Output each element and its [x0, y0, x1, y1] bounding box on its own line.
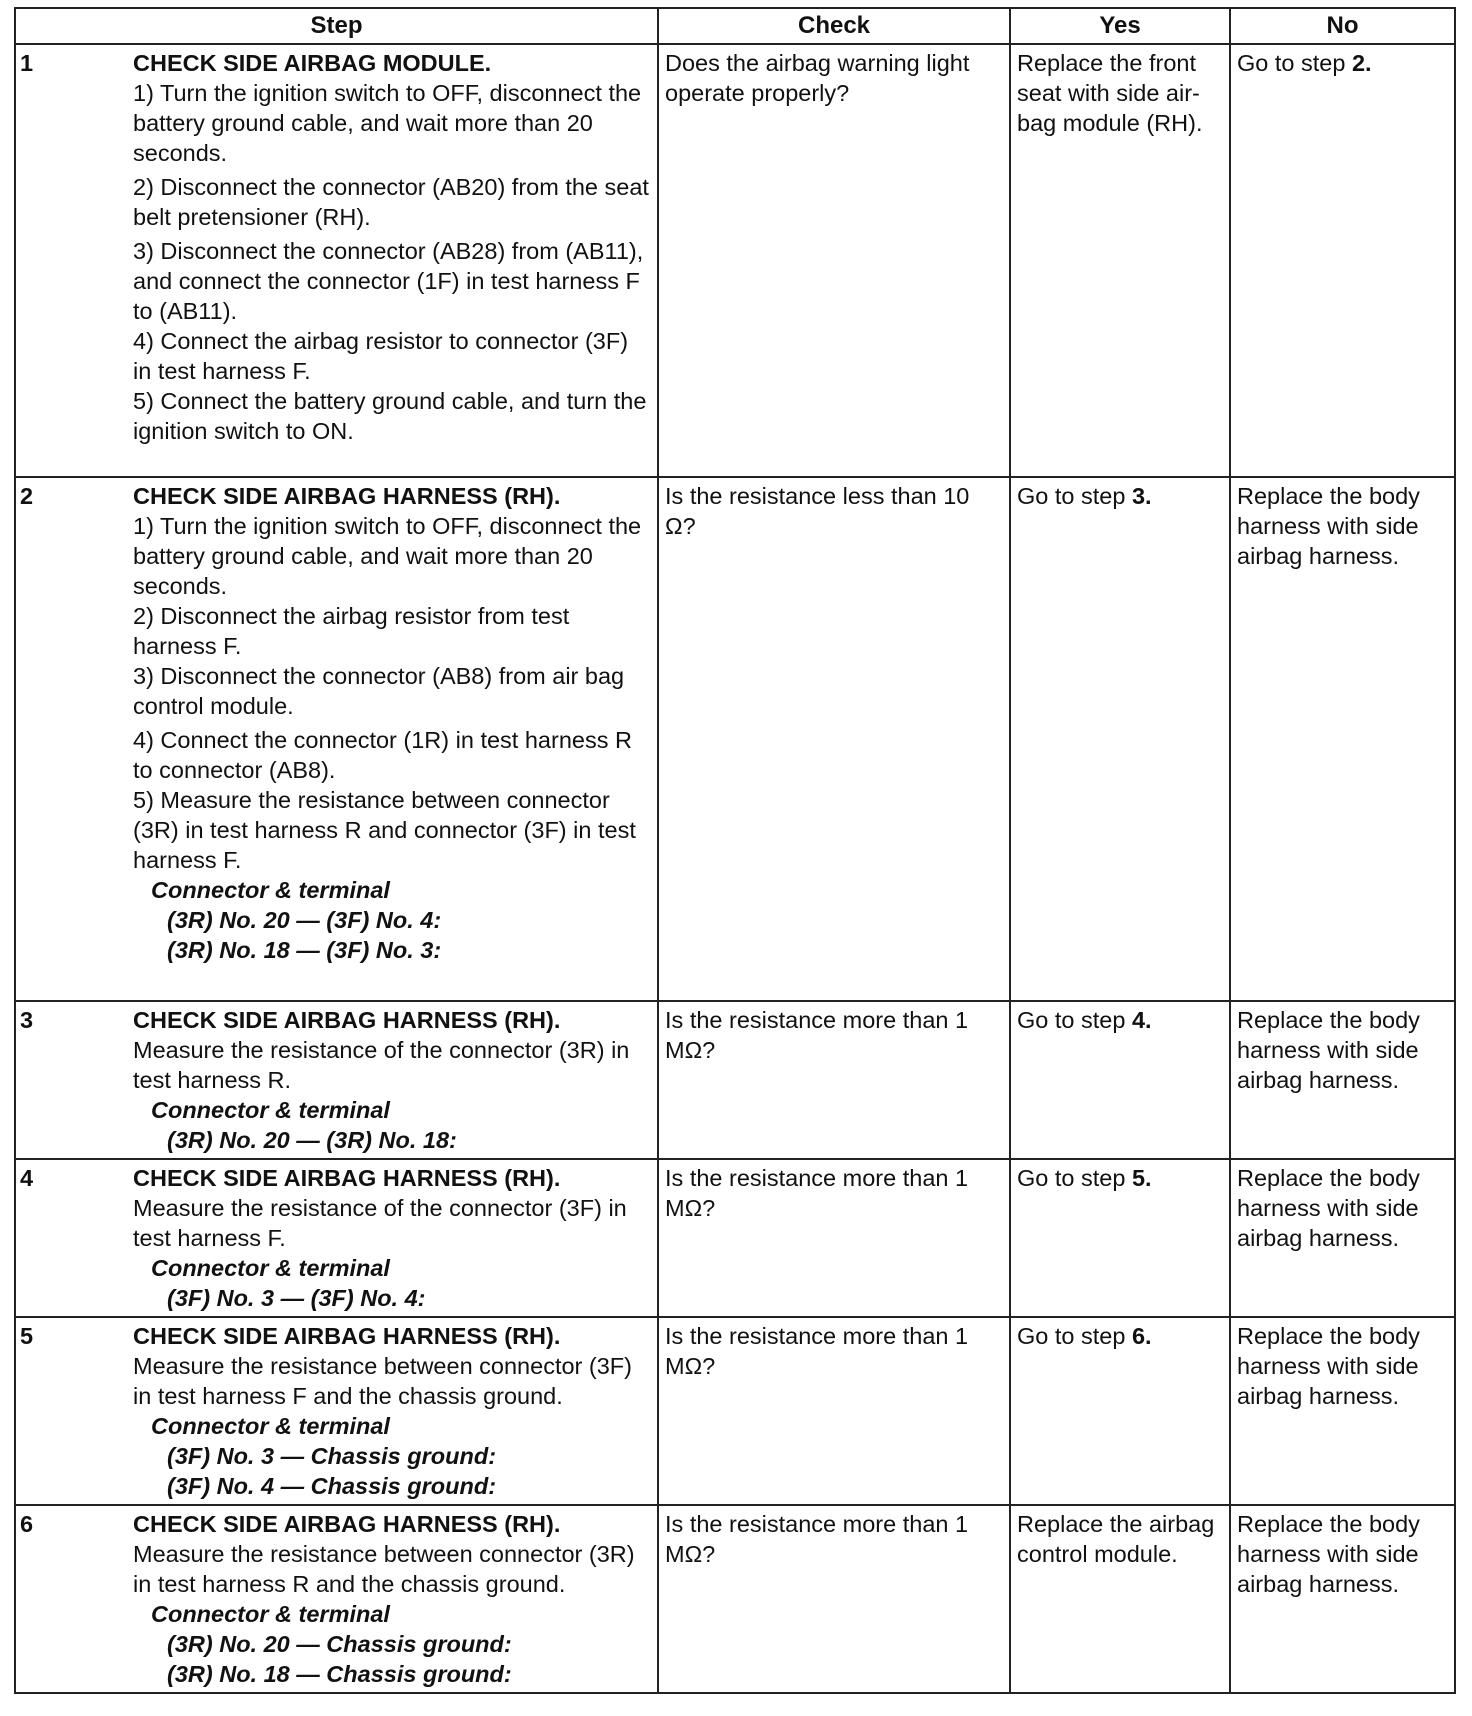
- step-title: CHECK SIDE AIRBAG HARNESS (RH).: [133, 1323, 561, 1349]
- step-instructions: [133, 1001, 658, 1159]
- yes-cell: [1010, 1159, 1230, 1317]
- no-cell: [1230, 44, 1455, 477]
- terminal-pair: (3R) No. 18 — Chassis ground:: [167, 1661, 512, 1687]
- no-header: No: [1230, 8, 1455, 44]
- check-cell: Is the resistance more than 1 MΩ?: [658, 1159, 1010, 1317]
- terminal-pair: (3F) No. 4 — Chassis ground:: [167, 1473, 497, 1499]
- connector-terminal-label: Connector & terminal: [151, 1097, 390, 1123]
- step-number: 6: [15, 1505, 133, 1693]
- no-cell: Replace the body harness with side airbag harness.: [1230, 1001, 1455, 1159]
- terminal-pair: (3R) No. 18 — (3F) No. 3:: [167, 937, 442, 963]
- step-line: 4) Connect the connector (1R) in test harness R to connector (AB8).: [133, 727, 632, 783]
- step-instructions: [133, 1317, 658, 1505]
- no-text: Go to step: [1237, 50, 1352, 76]
- yes-header: Yes: [1010, 8, 1230, 44]
- yes-text: Go to step: [1017, 483, 1132, 509]
- step-line: 4) Connect the airbag resistor to connector (3F) in test harness F.: [133, 328, 629, 384]
- table-row: [15, 1505, 1455, 1693]
- table-row: [15, 44, 1455, 477]
- header-row: [15, 8, 1455, 44]
- yes-cell: [1010, 477, 1230, 1001]
- no-cell: Replace the body harness with side airbag harness.: [1230, 1317, 1455, 1505]
- step-number: 2: [15, 477, 133, 1001]
- step-number: 4: [15, 1159, 133, 1317]
- diagnostic-table: [14, 7, 1456, 1694]
- yes-step-ref: 4.: [1131, 1007, 1152, 1033]
- yes-text: Go to step: [1017, 1323, 1132, 1349]
- yes-cell: [1010, 1001, 1230, 1159]
- table-row: [15, 1001, 1455, 1159]
- yes-step-ref: 5.: [1131, 1165, 1152, 1191]
- connector-terminal-label: Connector & terminal: [151, 1413, 390, 1439]
- terminal-pair: (3F) No. 3 — Chassis ground:: [167, 1443, 497, 1469]
- step-title: CHECK SIDE AIRBAG HARNESS (RH).: [133, 1165, 561, 1191]
- connector-terminal-label: Connector & terminal: [151, 877, 390, 903]
- terminal-pair: (3R) No. 20 — Chassis ground:: [167, 1631, 512, 1657]
- table-row: [15, 1317, 1455, 1505]
- table-row: [15, 1159, 1455, 1317]
- table-row: [15, 477, 1455, 1001]
- check-cell: Is the resistance more than 1 MΩ?: [658, 1001, 1010, 1159]
- yes-step-ref: 3.: [1131, 483, 1152, 509]
- step-line: Measure the resistance between connector (3R) in test harness R and the chassis ground.: [133, 1541, 635, 1597]
- step-title: CHECK SIDE AIRBAG MODULE.: [133, 50, 492, 76]
- yes-step-ref: 6.: [1131, 1323, 1152, 1349]
- step-line: Measure the resistance of the connector (3R) in test harness R.: [133, 1037, 630, 1093]
- no-cell: Replace the body harness with side airbag harness.: [1230, 1505, 1455, 1693]
- step-header: Step: [15, 8, 658, 44]
- step-number: 5: [15, 1317, 133, 1505]
- diagnostic-table-page: [14, 7, 1454, 1694]
- step-instructions: [133, 477, 658, 1001]
- step-line: Measure the resistance of the connector (3F) in test harness F.: [133, 1195, 627, 1251]
- step-instructions: [133, 1505, 658, 1693]
- step-title: CHECK SIDE AIRBAG HARNESS (RH).: [133, 483, 561, 509]
- step-line: 1) Turn the ignition switch to OFF, disconnect the battery ground cable, and wait more than 20 seconds.: [133, 80, 642, 166]
- step-line: 3) Disconnect the connector (AB8) from air bag control module.: [133, 663, 625, 719]
- step-instructions: [133, 44, 658, 477]
- no-step-ref: 2.: [1351, 50, 1372, 76]
- check-cell: Is the resistance more than 1 MΩ?: [658, 1505, 1010, 1693]
- yes-cell: Replace the front seat with side air-bag module (RH).: [1010, 44, 1230, 477]
- step-line: 2) Disconnect the connector (AB20) from the seat belt pretensioner (RH).: [133, 174, 649, 230]
- step-line: 2) Disconnect the airbag resistor from test harness F.: [133, 603, 570, 659]
- yes-cell: Replace the airbag control module.: [1010, 1505, 1230, 1693]
- step-number: 1: [15, 44, 133, 477]
- step-line: 5) Connect the battery ground cable, and turn the ignition switch to ON.: [133, 388, 647, 444]
- check-cell: Is the resistance more than 1 MΩ?: [658, 1317, 1010, 1505]
- check-cell: Is the resistance less than 10 Ω?: [658, 477, 1010, 1001]
- terminal-pair: (3R) No. 20 — (3F) No. 4:: [167, 907, 442, 933]
- yes-text: Go to step: [1017, 1165, 1132, 1191]
- no-cell: Replace the body harness with side airbag harness.: [1230, 1159, 1455, 1317]
- step-number: 3: [15, 1001, 133, 1159]
- step-line: 3) Disconnect the connector (AB28) from (AB11), and connect the connector (1F) in test harness F to (AB11).: [133, 238, 644, 324]
- step-line: Measure the resistance between connector (3F) in test harness F and the chassis ground.: [133, 1353, 632, 1409]
- step-line: 1) Turn the ignition switch to OFF, disconnect the battery ground cable, and wait more than 20 seconds.: [133, 513, 642, 599]
- terminal-pair: (3R) No. 20 — (3R) No. 18:: [167, 1127, 457, 1153]
- check-header: Check: [658, 8, 1010, 44]
- yes-cell: [1010, 1317, 1230, 1505]
- step-title: CHECK SIDE AIRBAG HARNESS (RH).: [133, 1511, 561, 1537]
- terminal-pair: (3F) No. 3 — (3F) No. 4:: [167, 1285, 426, 1311]
- connector-terminal-label: Connector & terminal: [151, 1255, 390, 1281]
- step-instructions: [133, 1159, 658, 1317]
- no-cell: Replace the body harness with side airbag harness.: [1230, 477, 1455, 1001]
- check-cell: Does the airbag warning light operate properly?: [658, 44, 1010, 477]
- step-line: 5) Measure the resistance between connector (3R) in test harness R and connector (3F) in test harness F.: [133, 787, 636, 873]
- connector-terminal-label: Connector & terminal: [151, 1601, 390, 1627]
- step-title: CHECK SIDE AIRBAG HARNESS (RH).: [133, 1007, 561, 1033]
- yes-text: Go to step: [1017, 1007, 1132, 1033]
